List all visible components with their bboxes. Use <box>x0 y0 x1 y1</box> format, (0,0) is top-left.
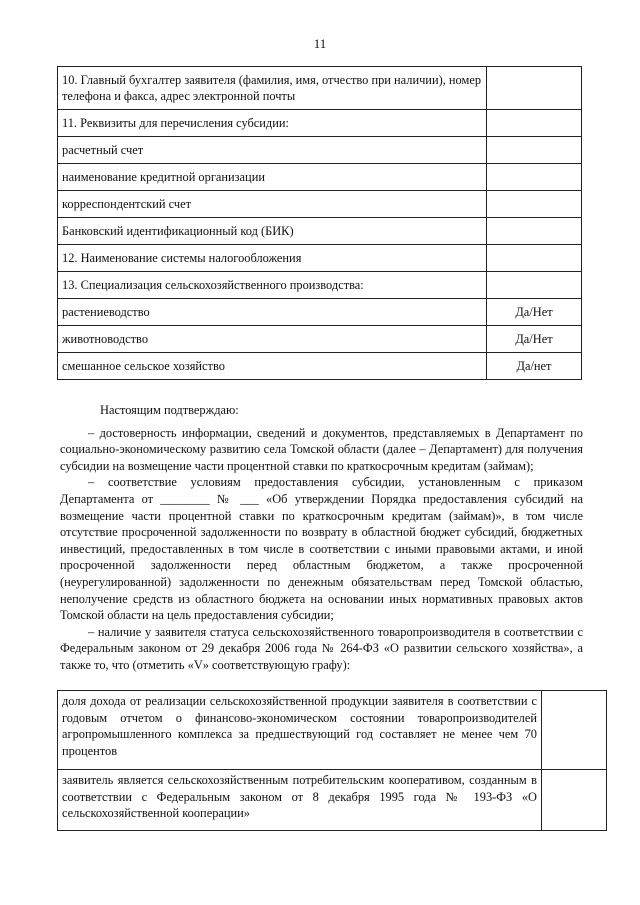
table-row <box>58 191 582 218</box>
confirmation-paragraph: – достоверность информации, сведений и документов, представляемых в Департамент по социально-экономическому развитию села Томской области (далее – Департамент) для получения субсидии на возмещение части процентной ставки по краткосрочным кредитам (займам); <box>60 425 583 473</box>
row-value-cell[interactable] <box>487 137 582 164</box>
confirmation-paragraph: – наличие у заявителя статуса сельскохозяйственного товаропроизводителя в соответствии с Федеральным законом от 29 декабря 2006 года № 264-ФЗ «О развитии сельского хозяйства», а также то, что (отметить «V» соответствующую графу): <box>60 624 583 672</box>
row-label: смешанное сельское хозяйство <box>58 353 487 380</box>
row-value-cell[interactable] <box>487 245 582 272</box>
row-value-cell[interactable] <box>487 67 582 110</box>
table-row <box>58 299 582 326</box>
confirmation-section <box>60 402 583 674</box>
status-table <box>57 690 607 831</box>
confirmation-lead: Настоящим подтверждаю: <box>100 403 239 417</box>
table-row <box>58 353 582 380</box>
row-label: корреспондентский счет <box>58 191 487 218</box>
status-mark-cell[interactable] <box>542 691 607 770</box>
table-row <box>58 137 582 164</box>
row-label: 12. Наименование системы налогообложения <box>58 245 487 272</box>
status-mark-cell[interactable] <box>542 770 607 831</box>
table-row <box>58 770 607 831</box>
row-label: 10. Главный бухгалтер заявителя (фамилия, имя, отчество при наличии), номер телефона и факса, адрес электронной почты <box>58 67 487 110</box>
table-row <box>58 164 582 191</box>
status-text: заявитель является сельскохозяйственным потребительским кооперативом, созданным в соответствии с Федеральным законом от 8 декабря 1995 года № 193-ФЗ «О сельскохозяйственной кооперации» <box>58 770 542 831</box>
table-row <box>58 110 582 137</box>
table-row <box>58 691 607 770</box>
row-value-cell[interactable]: Да/Нет <box>487 326 582 353</box>
table-row <box>58 67 582 110</box>
row-value-cell[interactable] <box>487 218 582 245</box>
row-label: расчетный счет <box>58 137 487 164</box>
row-value-cell[interactable] <box>487 272 582 299</box>
row-value-cell[interactable] <box>487 191 582 218</box>
table-row <box>58 326 582 353</box>
requisites-table <box>57 66 582 380</box>
row-label: наименование кредитной организации <box>58 164 487 191</box>
table-row <box>58 245 582 272</box>
row-label: Банковский идентификационный код (БИК) <box>58 218 487 245</box>
row-value-cell[interactable] <box>487 110 582 137</box>
row-label: 13. Специализация сельскохозяйственного производства: <box>58 272 487 299</box>
row-value-cell[interactable]: Да/Нет <box>487 299 582 326</box>
table-row <box>58 272 582 299</box>
table-row <box>58 218 582 245</box>
row-label: 11. Реквизиты для перечисления субсидии: <box>58 110 487 137</box>
row-value-cell[interactable]: Да/нет <box>487 353 582 380</box>
confirmation-paragraph: – соответствие условиям предоставления субсидии, установленным с приказом Департамента от ________ № ___ «Об утверждении Порядка предоставления субсидий на возмещение части процентной ставки по краткосрочным кредитам (займам)», в том числе отсутствие просроченной задолженности по возврату в областной бюджет субсидий, бюджетных инвестиций, предоставленных в том числе в соответствии с иными правовыми актами, и иной просроченной задолженности перед областным бюджетом, а также просроченной (неурегулированной) задолженности по денежным обязательствам перед Томской областью, неполучение средств из областного бюджета на основании иных нормативных правовых актов Томской области на цель предоставления субсидии; <box>60 475 583 623</box>
page-number: 11 <box>313 36 327 51</box>
row-label: животноводство <box>58 326 487 353</box>
row-value-cell[interactable] <box>487 164 582 191</box>
row-label: растениеводство <box>58 299 487 326</box>
status-text: доля дохода от реализации сельскохозяйственной продукции заявителя в соответствии с годовым отчетом о финансово-экономическом состоянии товаропроизводителей агропромышленного комплекса за предшествующий год составляет не менее чем 70 процентов <box>58 691 542 770</box>
